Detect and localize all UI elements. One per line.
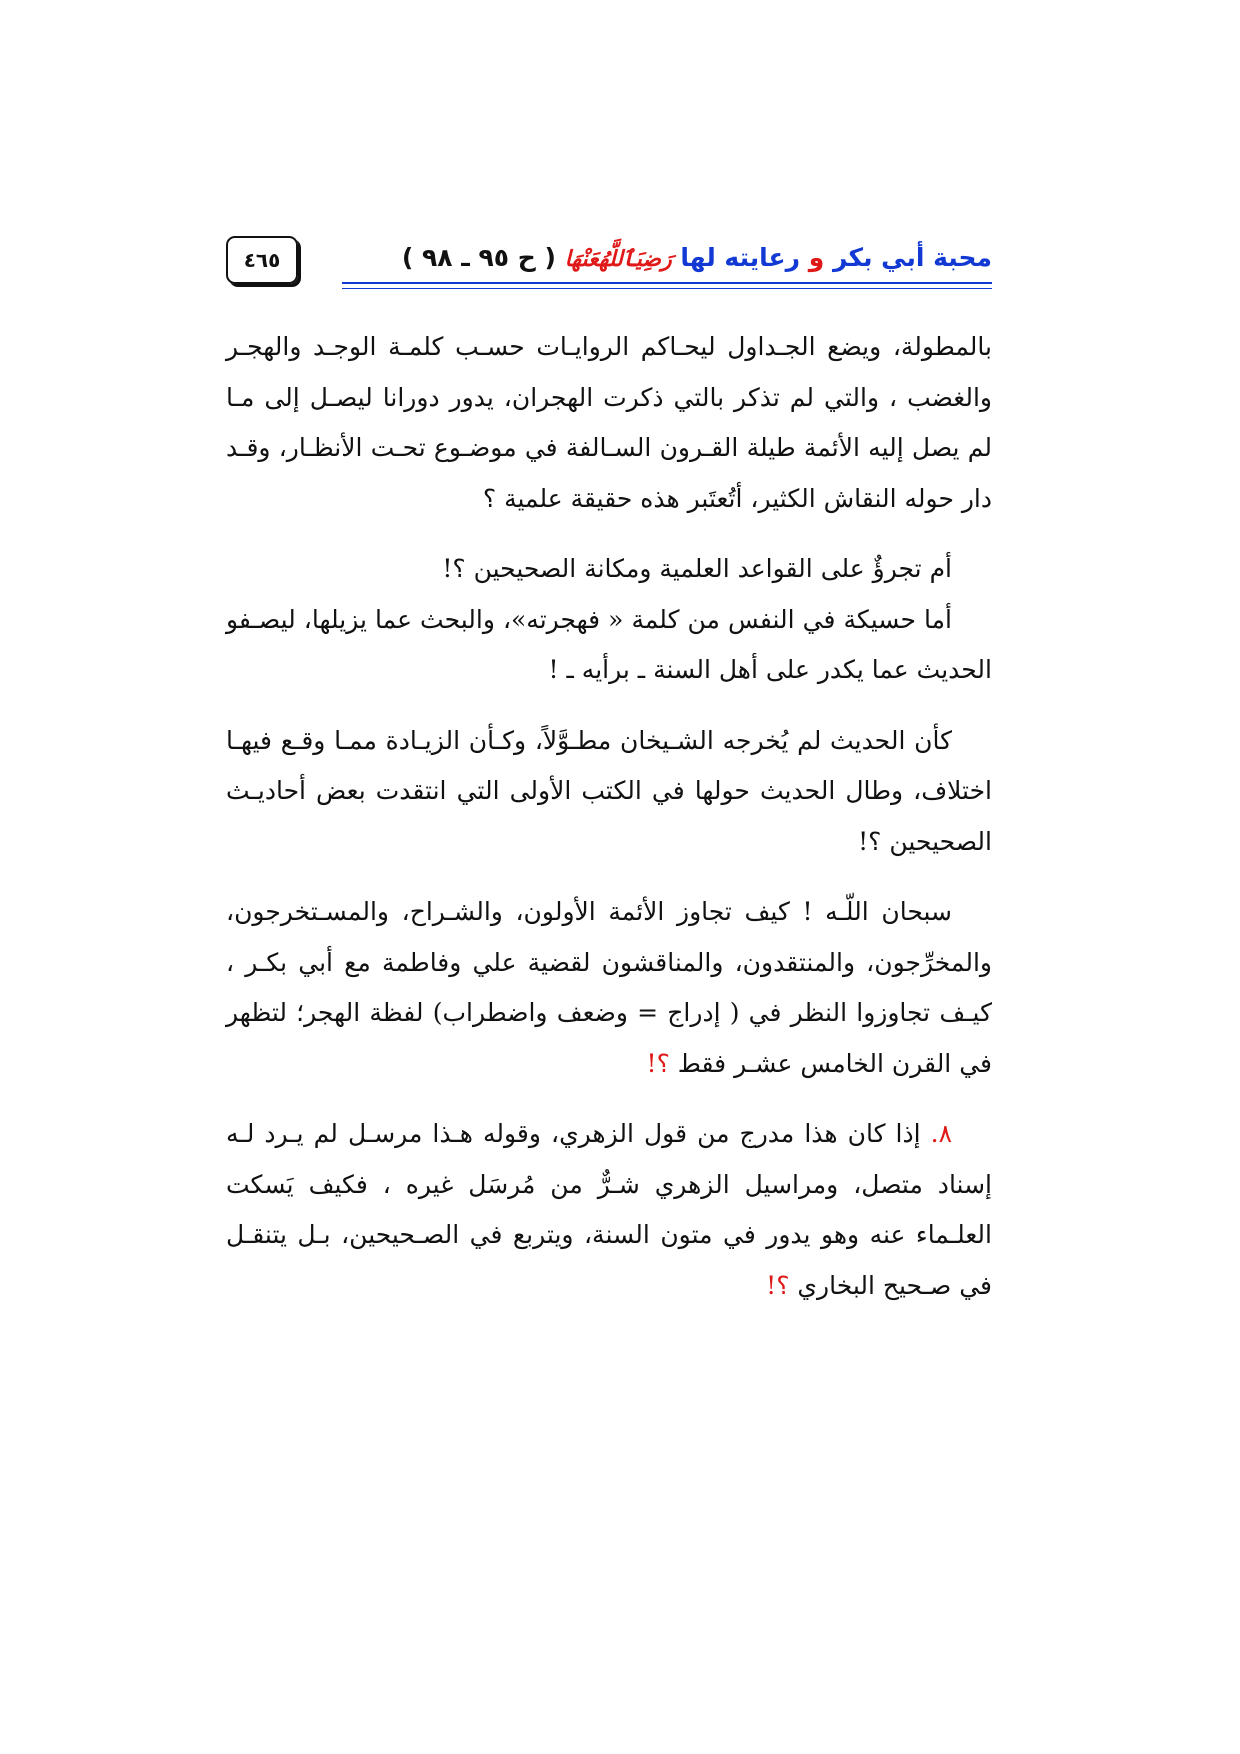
page-number: ٤٦٥ <box>226 236 298 284</box>
paragraph-2: أم تجرؤٌ على القواعد العلمية ومكانة الصحيحين ؟! <box>442 554 952 583</box>
paragraph-3: أما حسيكة في النفس من كلمة « فهجرته»، والبحث عما يزيلها، ليصـفو الحديث عما يكدر على أهل السنة ـ برأيه ـ ! <box>226 604 992 684</box>
paragraph-1: بالمطولة، ويضع الجـداول ليحـاكم الروايـات حسـب كلمـة الوجـد والهجـر والغضب ، والتي لم تذكر بالتي ذكرت الهجران، يدور دورانا ليصـل إلى مـا لم يصل إليه الأئمة طيلة القـرون السـالفة في موضـوع تحـت الأنظـار، وقـد دار حوله النقاش الكثير، أتُعتَبر هذه حقيقة علمية ؟ <box>226 332 992 513</box>
header-rule-thin <box>342 288 992 289</box>
honorific-calligraphy: رَضِيَٱللَّهُعَنْهَا <box>564 247 672 272</box>
paragraph-6 <box>226 1109 992 1311</box>
paragraph-5 <box>226 887 992 1089</box>
header-title-and: و <box>808 243 825 272</box>
header-title-part1: محبة أبي بكر <box>833 243 992 272</box>
body-text <box>226 322 992 1311</box>
paragraph-6-text: إذا كان هذا مدرج من قول الزهري، وقوله هـذا مرسـل لم يـرد لـه إسناد متصل، ومراسيل الزهري شـرٌّ من مُرسَل غيره ، فكيف يَسكت العلـماء عنه وهو يدور في متون السنة، ويتربع في الصـحيحين، بـل يتنقـل في صـحيح البخاري <box>226 1119 992 1300</box>
item-number: ٨. <box>930 1119 952 1148</box>
paragraph-4: كأن الحديث لم يُخرجه الشـيخان مطـوَّلاً، وكـأن الزيـادة ممـا وقـع فيهـا اختلاف، وطال الحديث حولها في الكتب الأولى التي انتقدت بعض أحاديـث الصحيحين ؟! <box>226 725 992 856</box>
hadith-range: ( ح ٩٥ ـ ٩٨ ) <box>401 243 556 272</box>
exclamation-mark: ؟! <box>766 1270 790 1300</box>
header-title <box>402 238 992 278</box>
exclamation-mark: ؟! <box>646 1048 670 1078</box>
page-header <box>226 236 992 290</box>
paragraph-5-text: سبحان اللّـه ! كيف تجاوز الأئمة الأولون، والشـراح، والمسـتخرجون، والمخرِّجون، والمنتقدون، والمناقشون لقضية علي وفاطمة مع أبي بكـر ، كيـف تجاوزوا النظر في ( إدراج = وضعف واضطراب) لفظة الهجر؛ لتظهر في القرن الخامس عشـر فقط <box>226 897 992 1078</box>
header-title-part2: رعايته لها <box>680 243 801 272</box>
header-rule <box>342 282 992 284</box>
